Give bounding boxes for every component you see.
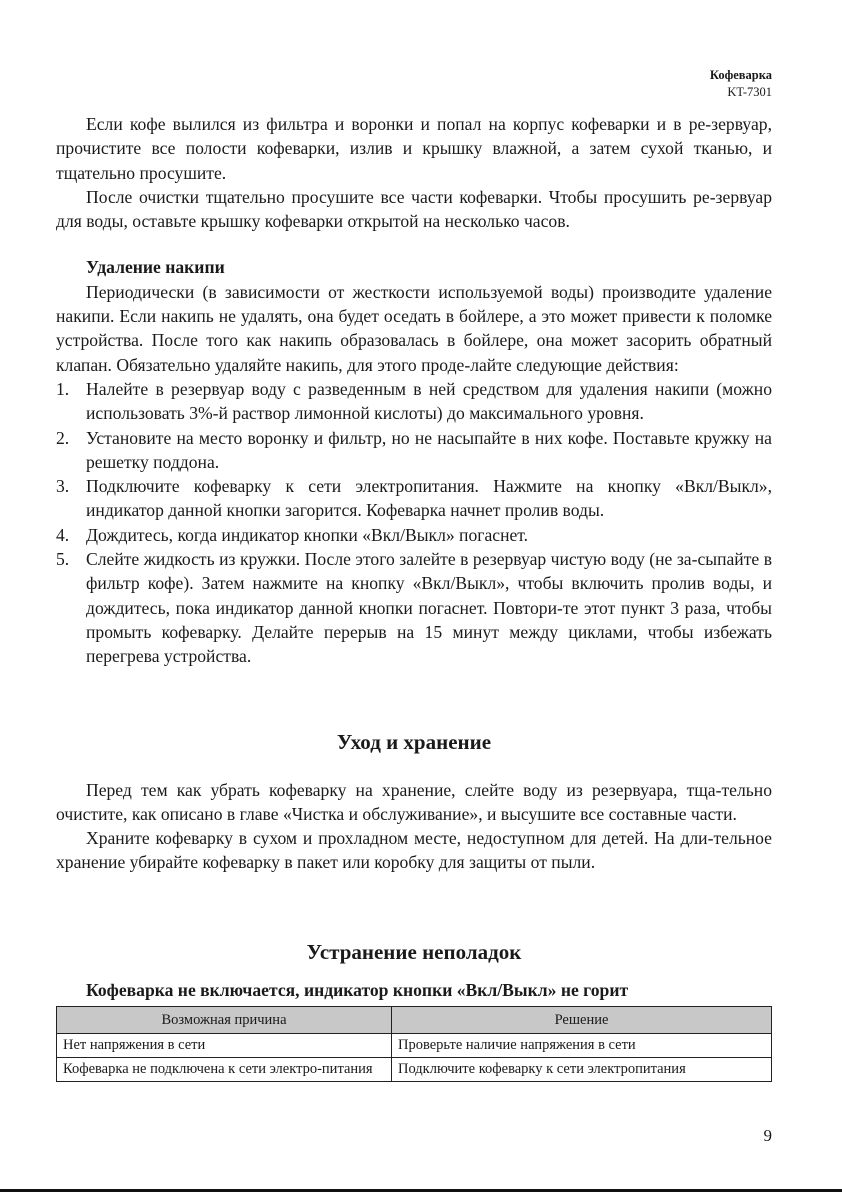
descaling-step	[56, 474, 772, 523]
step-number: 3.	[56, 476, 70, 497]
storage-heading: Уход и хранение	[336, 729, 492, 754]
step-number: 5.	[56, 549, 70, 570]
bottom-rule	[0, 1189, 842, 1192]
table-row	[57, 1058, 772, 1082]
step-number: 1.	[56, 378, 70, 399]
header-model: KT-7301	[727, 85, 772, 99]
step-text: Дождитесь, когда индикатор кнопки «Вкл/Выкл» погаснет.	[86, 524, 529, 545]
descaling-step	[56, 547, 772, 668]
table-cell-cause: Кофеварка не подключена к сети электро-питания	[57, 1058, 392, 1082]
storage-paragraph-1: Перед тем как убрать кофеварку на хранение, слейте воду из резервуара, тща-тельно очистите, как описано в главе «Чистка и обслуживание», и высушите все составные части.	[56, 779, 772, 824]
column-header-cause: Возможная причина	[57, 1007, 392, 1034]
step-number: 4.	[56, 524, 70, 545]
troubleshooting-table	[56, 1006, 772, 1082]
descaling-step	[56, 377, 772, 426]
intro-paragraph-1: Если кофе вылился из фильтра и воронки и попал на корпус кофеварки и в ре-зервуар, прочистите все полости кофеварки, излив и крышку влажной, а затем сухой тканью, и тщательно просушите.	[56, 114, 772, 183]
header-title: Кофеварка	[709, 68, 772, 82]
column-header-solution: Решение	[392, 1007, 772, 1034]
storage-paragraph-2: Храните кофеварку в сухом и прохладном месте, недоступном для детей. На дли-тельное хранение убирайте кофеварку в пакет или коробку для защиты от пыли.	[56, 828, 772, 873]
descaling-paragraph: Периодически (в зависимости от жесткости используемой воды) производите удаление накипи. Если накипь не удалять, она будет оседать в бойлере, а это может привести к поломке устройства. После того как накипь образовалась в бойлере, она может засорить обратный клапан. Обязательно удаляйте накипь, для этого проде-лайте следующие действия:	[56, 281, 772, 375]
page-header	[710, 67, 772, 101]
descaling-step	[56, 426, 772, 475]
descaling-heading: Удаление накипи	[86, 257, 225, 278]
troubleshooting-table-title: Кофеварка не включается, индикатор кнопки «Вкл/Выкл» не горит	[86, 979, 629, 1000]
troubleshooting-heading: Устранение неполадок	[306, 939, 522, 964]
table-row	[57, 1034, 772, 1058]
step-text: Налейте в резервуар воду с разведенным в ней средством для удаления накипи (можно использовать 3%-й раствор лимонной кислоты) до максимального уровня.	[86, 378, 772, 424]
step-text: Установите на место воронку и фильтр, но не насыпайте в них кофе. Поставьте кружку на решетку поддона.	[86, 427, 772, 472]
step-text: Слейте жидкость из кружки. После этого залейте в резервуар чистую воду (не за-сыпайте в фильтр кофе). Затем нажмите на кнопку «Вкл/Выкл», чтобы включить пролив воды, и дождитесь, пока индикатор данной кнопки погаснет. Повтори-те этот пункт 3 раза, чтобы промыть кофеварку. Делайте перерыв на 15 минут между циклами, чтобы избежать перегрева устройства.	[86, 549, 772, 667]
table-cell-solution: Проверьте наличие напряжения в сети	[392, 1034, 772, 1058]
step-number: 2.	[56, 427, 70, 448]
descaling-steps	[56, 377, 772, 669]
table-cell-solution: Подключите кофеварку к сети электропитания	[392, 1058, 772, 1082]
page-number: 9	[763, 1126, 772, 1145]
table-cell-cause: Нет напряжения в сети	[57, 1034, 392, 1058]
descaling-step	[56, 523, 772, 547]
step-text: Подключите кофеварку к сети электропитания. Нажмите на кнопку «Вкл/Выкл», индикатор данной кнопки загорится. Кофеварка начнет пролив воды.	[86, 476, 772, 521]
table-header-row	[57, 1007, 772, 1034]
intro-paragraph-2: После очистки тщательно просушите все части кофеварки. Чтобы просушить ре-зервуар для воды, оставьте крышку кофеварки открытой на несколько часов.	[56, 186, 772, 232]
page-content	[56, 112, 772, 1082]
